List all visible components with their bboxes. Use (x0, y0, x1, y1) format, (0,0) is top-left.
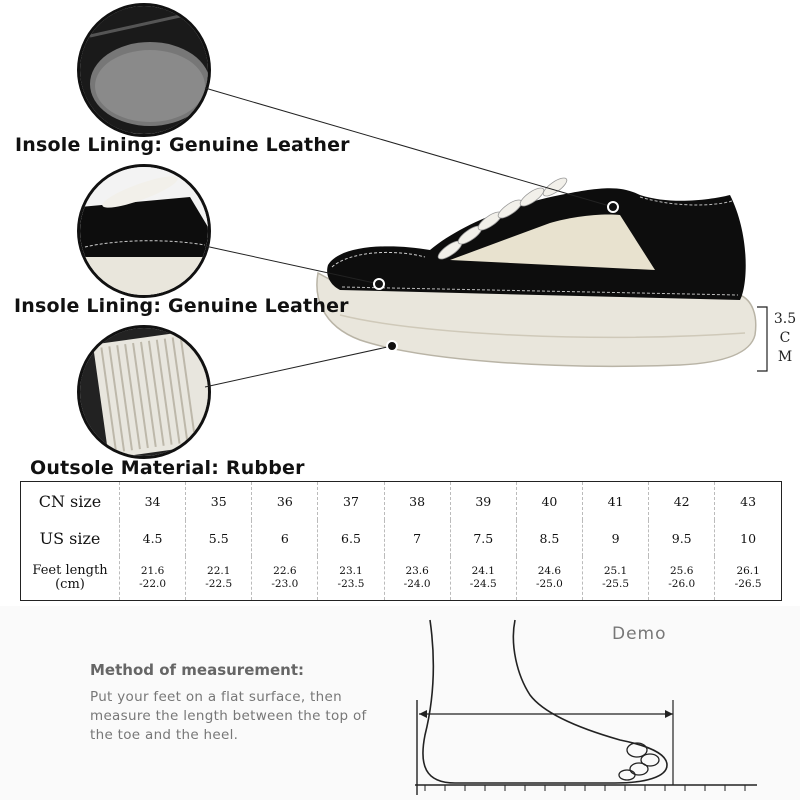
table-cell: 26.1 -26.5 (715, 556, 781, 600)
table-cell: 41 (582, 482, 648, 520)
callout-dot (608, 202, 618, 212)
callout-label-outsole: Outsole Material: Rubber (30, 457, 305, 479)
measurement-title: Method of measurement: (90, 661, 305, 679)
callout-dot (374, 279, 384, 289)
table-row-cn-size (21, 482, 781, 520)
table-cell: 22.1 -22.5 (186, 556, 252, 600)
table-cell: 23.6 -24.0 (384, 556, 450, 600)
sole-height-label: 3.5 C M (773, 311, 797, 365)
table-cell: 40 (516, 482, 582, 520)
table-cell: 34 (120, 482, 186, 520)
size-chart-table (20, 481, 782, 601)
table-cell: 4.5 (120, 520, 186, 556)
table-cell: 9 (582, 520, 648, 556)
table-cell: 5.5 (186, 520, 252, 556)
callout-dot (387, 341, 397, 351)
row-header: CN size (38, 491, 102, 511)
table-cell: 6 (252, 520, 318, 556)
table-row-us-size (21, 520, 781, 556)
table-cell: 25.1 -25.5 (582, 556, 648, 600)
table-cell: 42 (649, 482, 715, 520)
table-cell: 21.6 -22.0 (120, 556, 186, 600)
table-cell: 23.1 -23.5 (318, 556, 384, 600)
callout-label-insole: Insole Lining: Genuine Leather (15, 134, 350, 156)
table-cell: 35 (186, 482, 252, 520)
table-cell: 10 (715, 520, 781, 556)
table-cell: 9.5 (649, 520, 715, 556)
table-cell: 36 (252, 482, 318, 520)
table-cell: 24.1 -24.5 (450, 556, 516, 600)
table-cell: 22.6 -23.0 (252, 556, 318, 600)
table-cell: 43 (715, 482, 781, 520)
row-header: US size (39, 528, 101, 548)
table-cell: 38 (384, 482, 450, 520)
table-cell: 37 (318, 482, 384, 520)
row-header: Feet length (cm) (32, 563, 108, 592)
table-cell: 8.5 (516, 520, 582, 556)
foot-measurement-icon (405, 615, 765, 800)
table-cell: 25.6 -26.0 (649, 556, 715, 600)
table-cell: 7 (384, 520, 450, 556)
measurement-instructions: Put your feet on a flat surface, then measure the length between the top of the toe and the heel. (90, 689, 367, 743)
demo-label: Demo (612, 624, 667, 644)
callout-label-lining: Insole Lining: Genuine Leather (14, 295, 349, 317)
table-cell: 39 (450, 482, 516, 520)
table-cell: 6.5 (318, 520, 384, 556)
table-cell: 24.6 -25.0 (516, 556, 582, 600)
table-row-feet-length (21, 556, 781, 600)
table-cell: 7.5 (450, 520, 516, 556)
